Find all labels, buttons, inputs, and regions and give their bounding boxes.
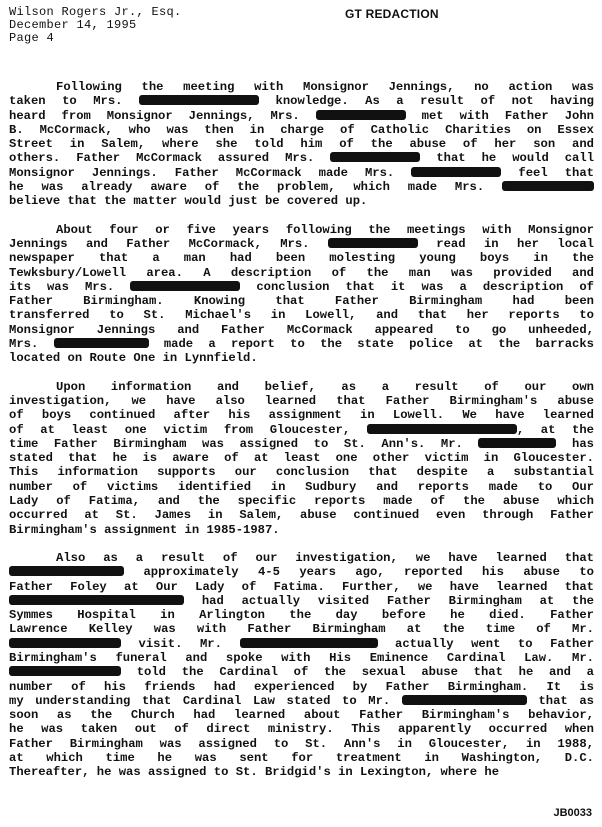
text-line <box>9 480 594 494</box>
text-segment: Thereafter, he was assigned to St. Bridgid's in Lexington, where he <box>9 765 500 780</box>
text-line <box>9 408 594 422</box>
document-id: JB0033 <box>553 807 592 819</box>
text-segment: told the Cardinal of the sexual abuse that he and a <box>121 665 594 680</box>
text-segment: has <box>556 436 594 451</box>
text-line <box>9 765 594 779</box>
redaction-box <box>316 110 406 120</box>
addressee: Wilson Rogers Jr., Esq. <box>9 5 182 19</box>
text-segment: at which time he was sent for treatment in Washington, D.C. <box>9 751 594 766</box>
text-segment: Upon information and belief, as a result of our own <box>56 379 594 394</box>
text-line <box>9 680 594 694</box>
text-segment: he was taken out of direct ministry. This apparently occurred when <box>9 722 594 737</box>
text-line <box>9 523 594 537</box>
text-segment: Monsignor Jennings. Father McCormack made Mrs. <box>9 165 412 180</box>
redaction-box <box>411 167 501 177</box>
text-line <box>9 109 594 123</box>
text-line <box>9 166 594 180</box>
text-segment: visit. Mr. <box>121 636 240 651</box>
text-line <box>9 694 594 708</box>
text-line <box>9 294 594 308</box>
redaction-box <box>478 438 556 448</box>
letter-body <box>9 80 594 794</box>
text-segment: actually went to Father <box>377 636 594 651</box>
text-segment: Lawrence Kelley was with Father Birmingham at the time of Mr. <box>9 622 594 637</box>
text-segment: time Father Birmingham was assigned to St. Ann's. Mr. <box>9 436 479 451</box>
text-line <box>9 622 594 636</box>
paragraph <box>9 551 594 780</box>
redaction-box <box>367 424 517 434</box>
text-segment: This information supports our conclusion that despite a substantial <box>9 465 594 480</box>
text-line <box>9 637 594 651</box>
paragraph <box>9 380 594 537</box>
text-segment: had actually visited Father Birmingham at the <box>184 593 594 608</box>
redaction-box <box>240 638 378 648</box>
redaction-box <box>130 281 240 291</box>
text-segment: Lady of Fatima, and the specific reports made of the abuse which <box>9 494 594 509</box>
text-segment: Jennings and Father McCormack, Mrs. <box>9 236 328 251</box>
text-line <box>9 423 594 437</box>
paragraph <box>9 223 594 366</box>
text-segment: Father Birmingham was assigned to St. Ann's in Gloucester, in 1988, <box>9 736 594 751</box>
text-line <box>9 94 594 108</box>
redaction-box <box>139 95 259 105</box>
redaction-box <box>9 638 121 648</box>
text-segment: others. Father McCormack assured Mrs. <box>9 151 331 166</box>
text-segment: B. McCormack, who was then in charge of Catholic Charities on Essex <box>9 122 594 137</box>
text-line <box>9 465 594 479</box>
redaction-box <box>502 181 594 191</box>
text-line <box>9 494 594 508</box>
text-line <box>9 665 594 679</box>
letter-header <box>9 6 182 45</box>
text-segment: Street in Salem, where she told him of the abuse of her son and <box>9 137 594 152</box>
page-number: Page 4 <box>9 31 55 45</box>
text-line <box>9 80 594 94</box>
redaction-box <box>9 566 124 576</box>
text-line <box>9 594 594 608</box>
redaction-box <box>9 595 184 605</box>
text-segment: Birmingham's assignment in 1985-1987. <box>9 522 280 537</box>
text-line <box>9 280 594 294</box>
text-line <box>9 451 594 465</box>
text-segment: its was Mrs. <box>9 279 131 294</box>
redaction-box <box>402 695 527 705</box>
text-segment: Mrs. <box>9 337 54 352</box>
text-line <box>9 351 594 365</box>
text-line <box>9 123 594 137</box>
text-segment: knowledge. As a result of not having <box>259 94 594 109</box>
text-segment: my understanding that Cardinal Law stated to Mr. <box>9 693 402 708</box>
text-line <box>9 194 594 208</box>
text-line <box>9 437 594 451</box>
paragraph <box>9 80 594 209</box>
text-line <box>9 651 594 665</box>
text-segment: of boys continued after his assignment in Lowell. We have learned <box>9 408 594 423</box>
text-segment: read in her local <box>417 236 594 251</box>
redaction-box <box>328 238 418 248</box>
text-segment: of at least one victim from Gloucester, <box>9 422 367 437</box>
text-line <box>9 380 594 394</box>
text-line <box>9 308 594 322</box>
text-segment: Also as a result of our investigation, we have learned that <box>56 550 594 565</box>
text-line <box>9 708 594 722</box>
text-segment: approximately 4-5 years ago, reported his abuse to <box>124 565 594 580</box>
text-segment: made a report to the state police at the barracks <box>148 337 594 352</box>
text-segment: soon as the Church had learned about Father Birmingham's behavior, <box>9 708 594 723</box>
text-line <box>9 608 594 622</box>
text-segment: newspaper that a man had been molesting young boys in the <box>9 251 594 266</box>
text-segment: About four or five years following the meetings with Monsignor <box>56 222 594 237</box>
redaction-box <box>9 666 121 676</box>
text-segment: Monsignor Jennings and Father McCormack appeared to go unheeded, <box>9 322 594 337</box>
text-segment: number of victims identified in Sudbury and reports made to Our <box>9 479 594 494</box>
text-segment: feel that <box>501 165 594 180</box>
text-line <box>9 151 594 165</box>
text-segment: Following the meeting with Monsignor Jennings, no action was <box>56 80 594 94</box>
text-line <box>9 737 594 751</box>
text-segment: Tewksbury/Lowell area. A description of the man was provided and <box>9 265 594 280</box>
text-segment: transferred to St. Michael's in Lowell, and that her reports to <box>9 308 594 323</box>
redaction-box <box>330 152 420 162</box>
text-line <box>9 551 594 565</box>
text-line <box>9 266 594 280</box>
text-segment: , at the <box>516 422 594 437</box>
text-segment: that as <box>526 693 594 708</box>
text-line <box>9 237 594 251</box>
text-segment: that he would call <box>420 151 594 166</box>
text-segment: taken to Mrs. <box>9 94 139 109</box>
text-line <box>9 223 594 237</box>
text-line <box>9 137 594 151</box>
text-segment: he was already aware of the problem, which made Mrs. <box>9 180 502 195</box>
text-line <box>9 722 594 736</box>
text-segment: met with Father John <box>405 108 594 123</box>
text-segment: Symmes Hospital in Arlington the day before he died. Father <box>9 608 594 623</box>
text-line <box>9 565 594 579</box>
text-segment: Father Birmingham. Knowing that Father Birmingham had been <box>9 294 594 309</box>
redaction-stamp: GT REDACTION <box>345 7 439 21</box>
text-segment: number of his friends had experienced by Father Birmingham. It is <box>9 679 594 694</box>
text-line <box>9 394 594 408</box>
text-line <box>9 337 594 351</box>
text-segment: conclusion that it was a description of <box>240 279 594 294</box>
letter-date: December 14, 1995 <box>9 18 137 32</box>
text-line <box>9 180 594 194</box>
text-segment: stated that he is aware of at least one other victim in Gloucester. <box>9 451 594 466</box>
text-segment: occurred at St. James in Salem, abuse continued even through Father <box>9 508 594 523</box>
text-segment: investigation, we have also learned that Father Birmingham's abuse <box>9 393 594 408</box>
text-segment: Birmingham's funeral and spoke with His Eminence Cardinal Law. Mr. <box>9 650 594 665</box>
text-segment: located on Route One in Lynnfield. <box>9 351 258 366</box>
text-segment: heard from Monsignor Jennings, Mrs. <box>9 108 316 123</box>
text-segment: Father Foley at Our Lady of Fatima. Further, we have learned that <box>9 579 594 594</box>
text-segment: believe that the matter would just be covered up. <box>9 194 368 209</box>
text-line <box>9 508 594 522</box>
text-line <box>9 251 594 265</box>
text-line <box>9 323 594 337</box>
redaction-box <box>54 338 149 348</box>
text-line <box>9 580 594 594</box>
text-line <box>9 751 594 765</box>
